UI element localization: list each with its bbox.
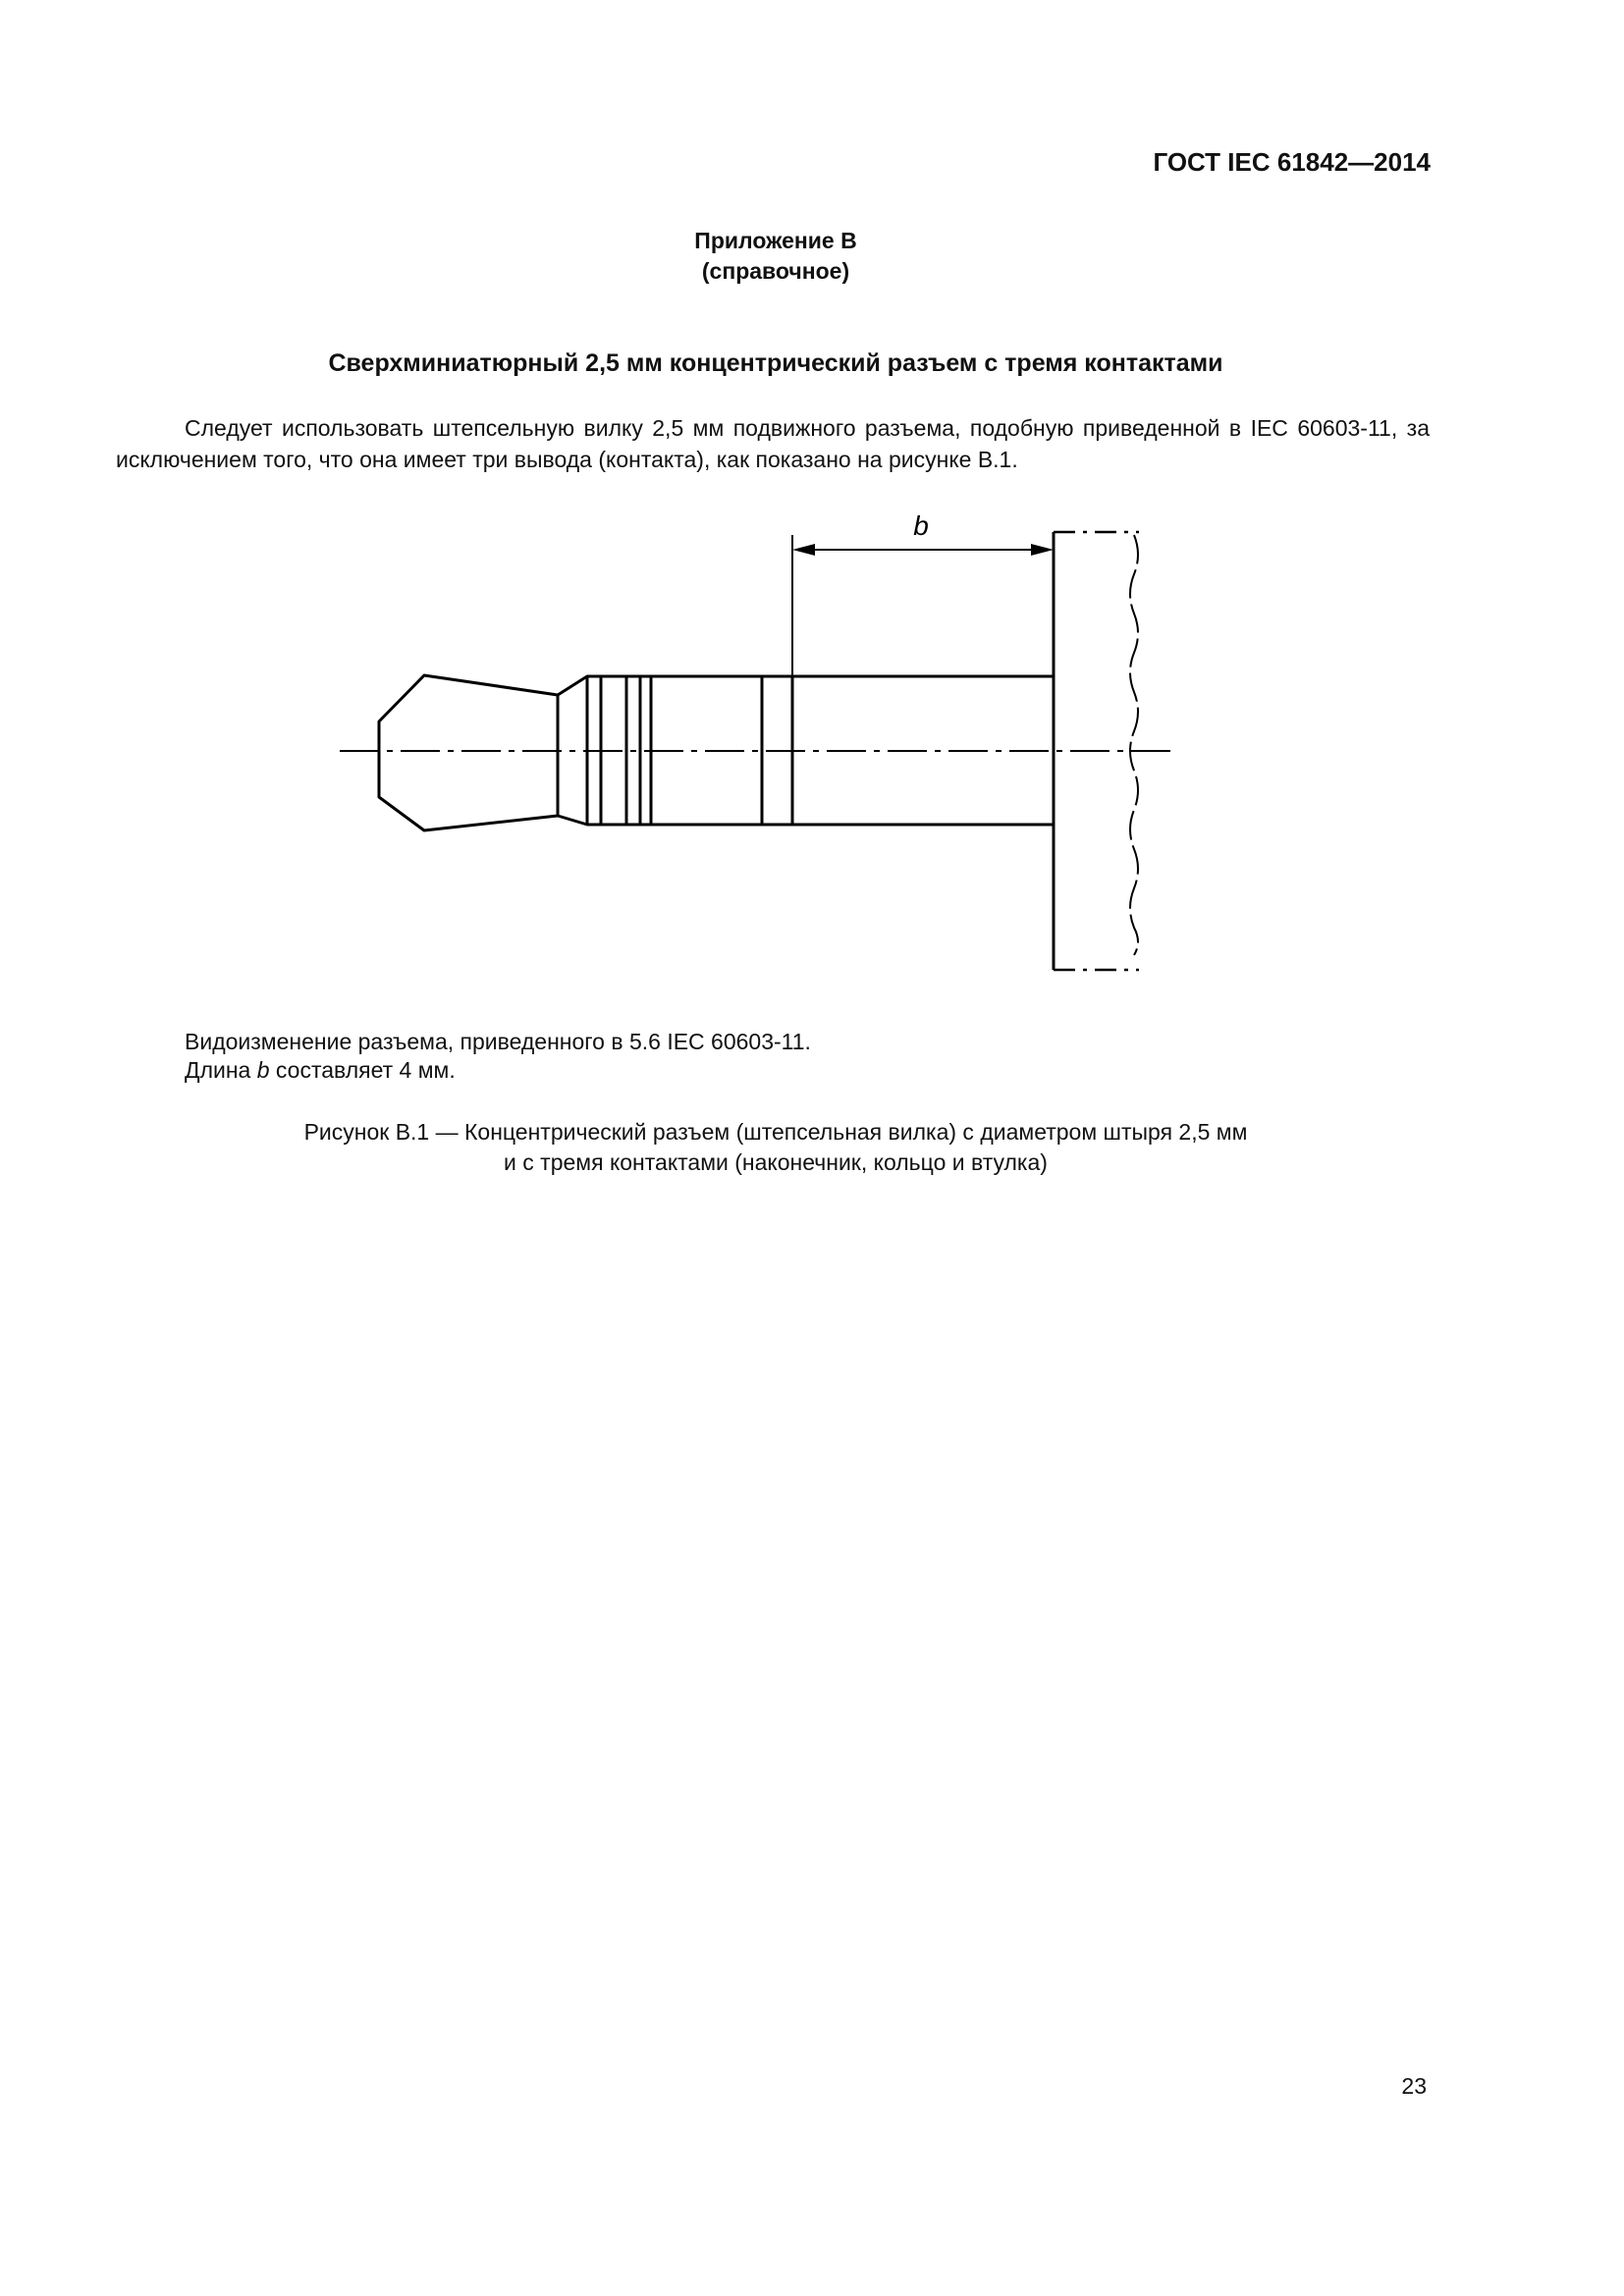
break-line: [1130, 535, 1138, 955]
annex-status: (справочное): [701, 258, 850, 284]
connector-drawing: [324, 506, 1188, 996]
note-2-variable: b: [256, 1057, 270, 1083]
figure-caption-line-2: и с тремя контактами (наконечник, кольцо и втулка): [504, 1149, 1048, 1175]
plug-tip: [379, 675, 558, 830]
figure-note-2: [185, 1057, 456, 1084]
dimension-label: b: [913, 510, 929, 541]
figure-caption-line-1: Рисунок В.1 — Концентрический разъем (штепсельная вилка) с диаметром штыря 2,5 мм: [303, 1119, 1248, 1145]
body-paragraph: Следует использовать штепсельную вилку 2,5 мм подвижного разъема, подобную приведенной в IEC 60603-11, за исключением того, что она имеет три вывода (контакта), как показано на рисунке В.1.: [116, 415, 1430, 472]
standard-code: ГОСТ IEC 61842—2014: [1153, 147, 1431, 177]
note-2-suffix: составляет 4 мм.: [269, 1057, 456, 1083]
section-title: Сверхминиатюрный 2,5 мм концентрический разъем с тремя контактами: [328, 349, 1223, 377]
annex-title: Приложение В: [694, 228, 857, 253]
page-number: 23: [1401, 2073, 1427, 2099]
figure-note-1: Видоизменение разъема, приведенного в 5.6 IEC 60603-11.: [185, 1029, 811, 1054]
note-2-prefix: Длина: [185, 1057, 257, 1083]
